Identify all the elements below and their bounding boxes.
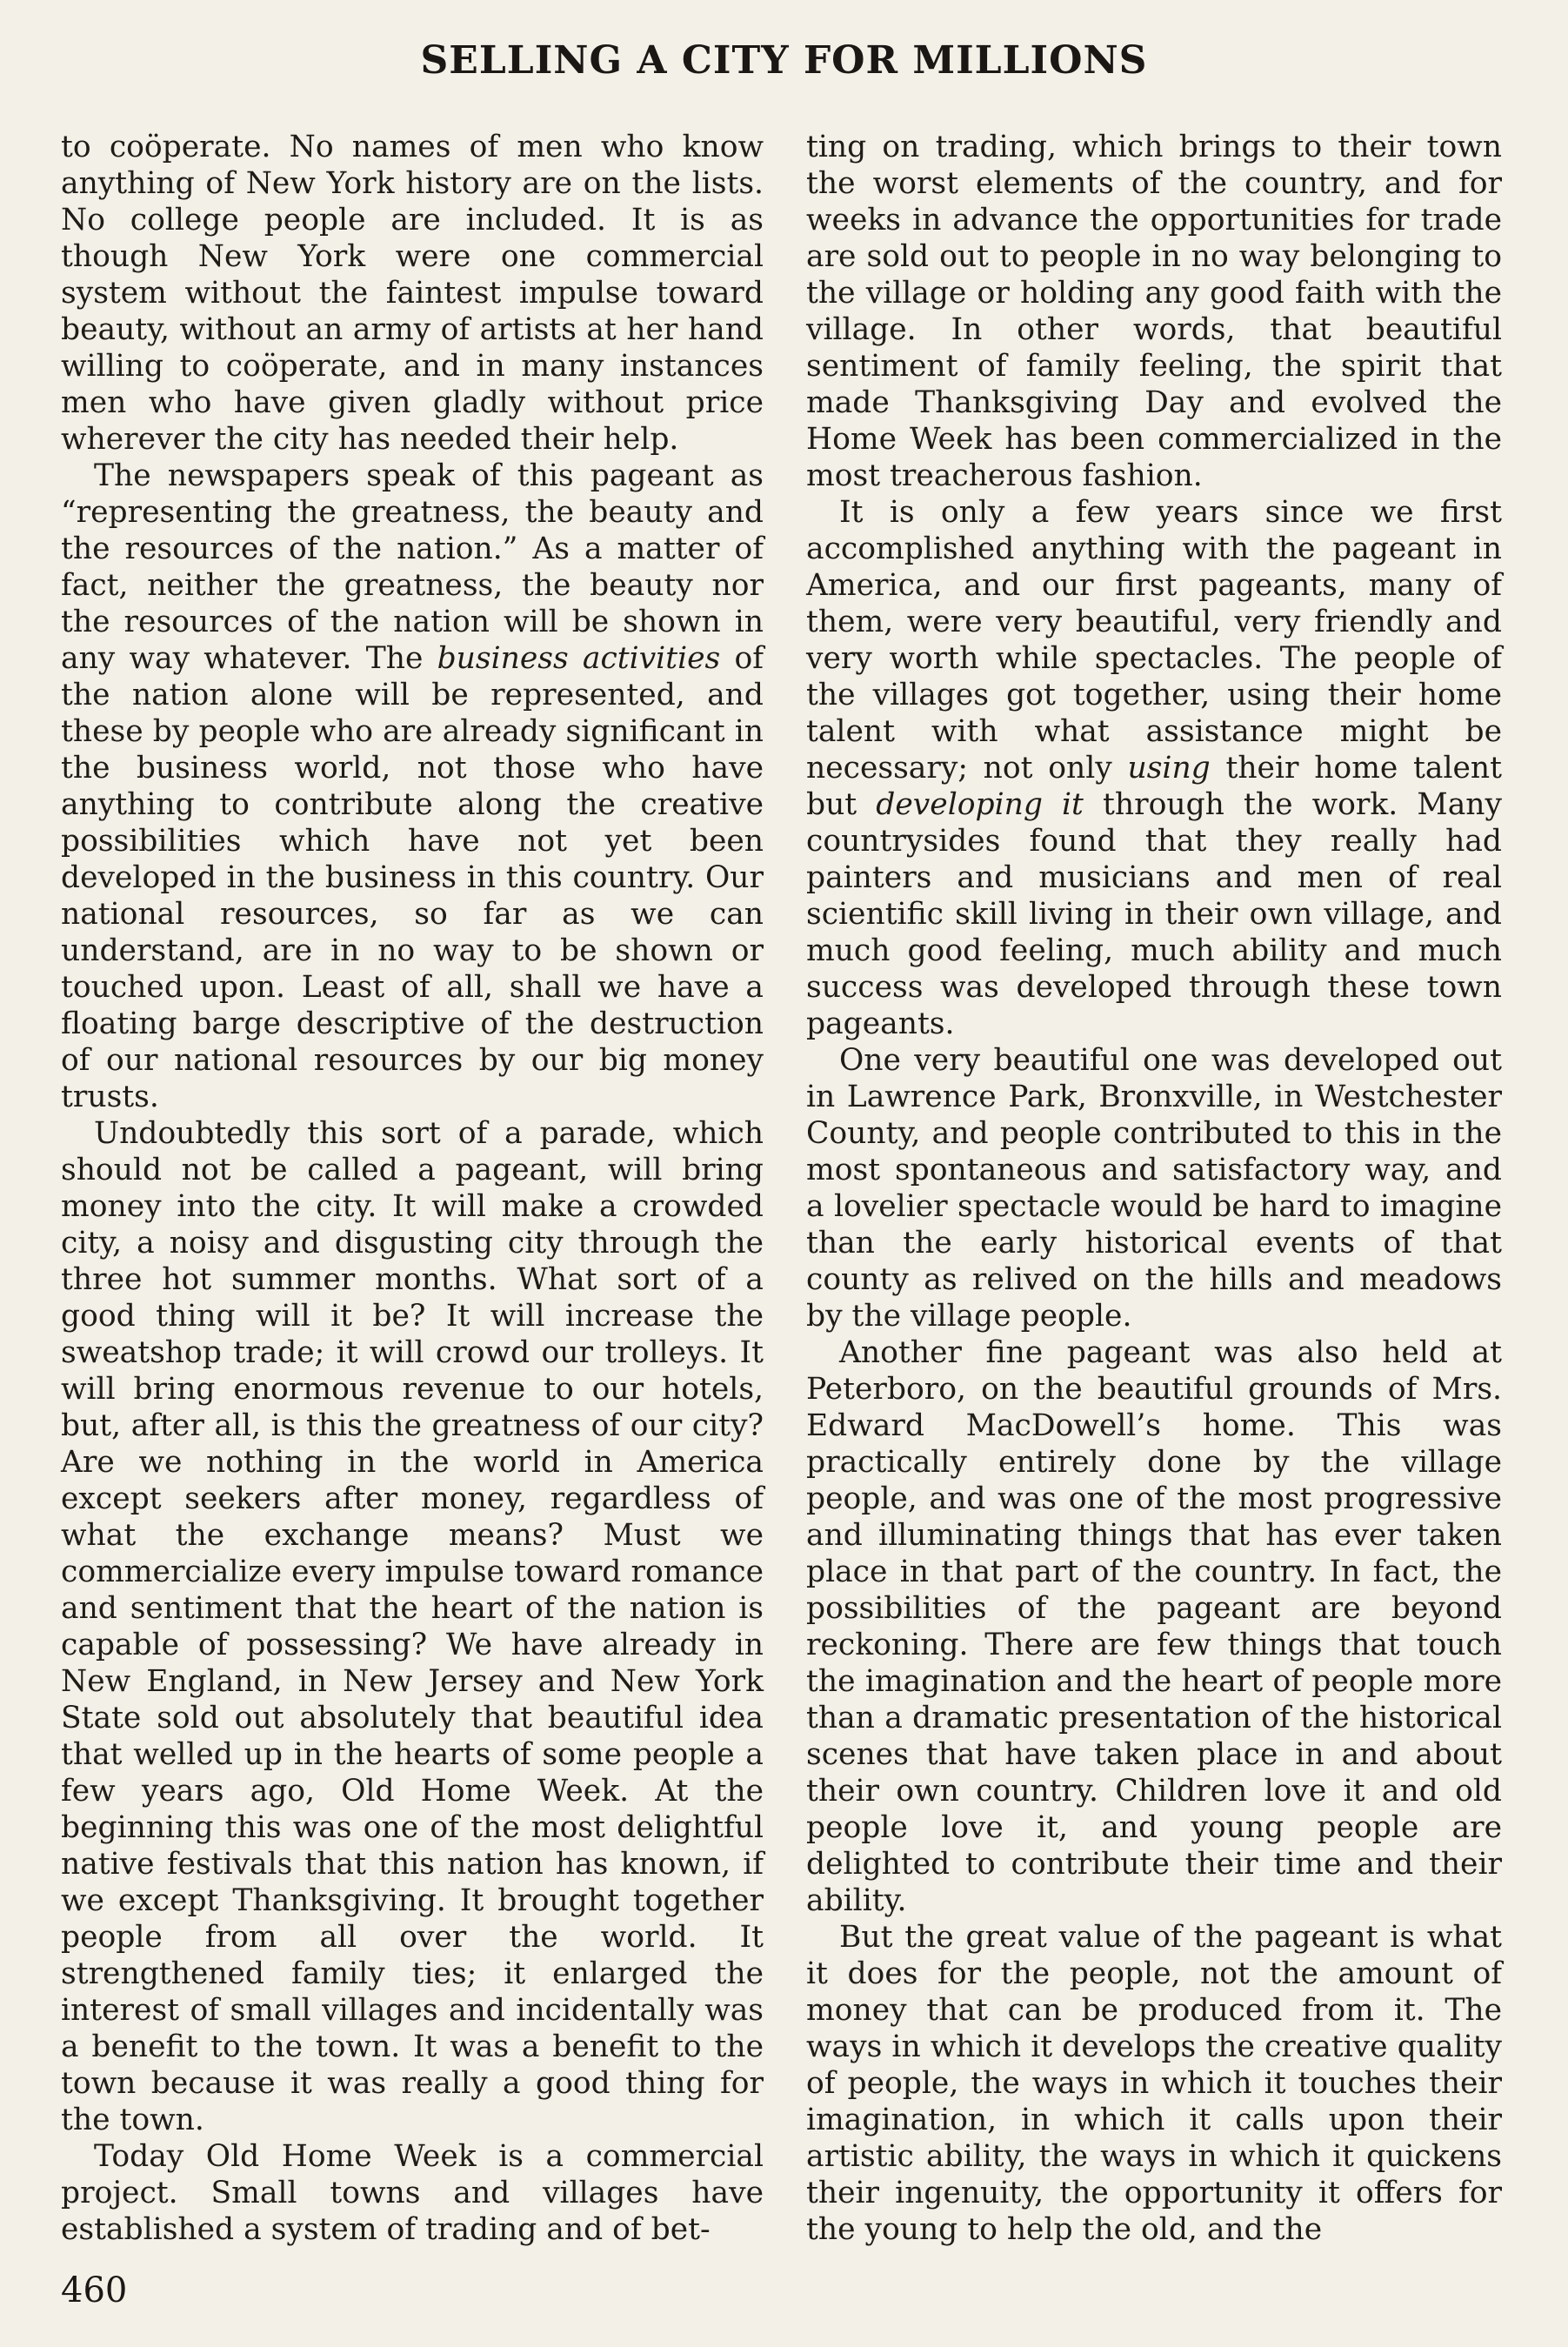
right-paragraph-4: Another fine pageant was also held at Peterboro, on the beautiful grounds of Mrs. Edward MacDowell’s home. This was practically entirely done by the village people, and was one of the most progressive and illuminating things that has ever taken place in that part of the country. In fact, the possibilities of the pageant are beyond reckoning. There are few things that touch the imagination and the heart of people more than a dramatic presentation of the historical scenes that have taken place in and about their own country. Children love it and old people love it, and young people are delighted to contribute their time and their ability.: [806, 1335, 1502, 1918]
left-paragraph-1: to coöperate. No names of men who know anything of New York history are on the lists. No college people are included. It is as though New York were one commercial system without the faintest impulse toward beauty, without an army of artists at her hand willing to coöperate, and in many instances men who have given gladly without price wherever the city has needed their help.: [61, 130, 764, 457]
right-paragraph-2: [806, 494, 1502, 1042]
left-paragraph-2-text-b: of the nation alone will be represented, and these by people who are already significant in the business world, not those who have anything to contribute along the creative possibilities which have not yet been developed in the business in this country. Our national resources, so far as we can understand, are in no way to be shown or touched upon. Least of all, shall we have a floating barge descriptive of the destruction of our national resources by our big money trusts.: [61, 641, 764, 1114]
running-title: SELLING A CITY FOR MILLIONS: [420, 38, 1148, 83]
right-paragraph-2-emphasis-1: using: [1127, 751, 1211, 786]
right-paragraph-2-text-c: through the work. Many countrysides found that they really had painters and musicians and men of real scientific skill living in their own village, and much good feeling, much ability and much success was developed through these town pageants.: [806, 787, 1502, 1041]
right-paragraph-2-text-b: their home talent but: [806, 751, 1503, 822]
right-paragraph-3: One very beautiful one was developed out in Lawrence Park, Bronxville, in Westchester County, and people contributed to this in the most spontaneous and satisfactory way, and a lovelier spectacle would be hard to imagine than the early historical events of that county as relived on the hills and meadows by the village people.: [806, 1043, 1502, 1334]
left-column: [61, 129, 764, 2248]
page-number: 460: [61, 2270, 128, 2310]
right-paragraph-1: ting on trading, which brings to their town the worst elements of the country, and for weeks in advance the opportunities for trade are sold out to people in no way belonging to the village or holding any good faith with the village. In other words, that beautiful sentiment of family feeling, the spirit that made Thanksgiving Day and evolved the Home Week has been commercialized in the most treacherous fashion.: [806, 130, 1502, 493]
right-paragraph-2-text-a: It is only a few years since we first accomplished anything with the pageant in America, and our first pageants, many of them, were very beautiful, very friendly and very worth while spectacles. The people of the villages got together, using their home talent with what assistance might be necessary; not only: [806, 495, 1502, 786]
right-paragraph-2-emphasis-2: developing it: [876, 787, 1084, 822]
left-paragraph-4: Today Old Home Week is a commercial project. Small towns and villages have established a system of trading and of bet-: [61, 2139, 764, 2247]
right-column: [806, 129, 1502, 2248]
left-paragraph-2-emphasis: business activities: [437, 641, 721, 676]
left-paragraph-2: [61, 458, 764, 1115]
left-paragraph-2-text-a: The newspapers speak of this pageant as “representing the greatness, the beauty and the resources of the nation.” As a matter of fact, neither the greatness, the beauty nor the resources of the nation will be shown in any way whatever. The: [61, 458, 764, 676]
right-paragraph-5: But the great value of the pageant is what it does for the people, not the amount of money that can be produced from it. The ways in which it develops the creative quality of people, the ways in which it touches their imagination, in which it calls upon their artistic ability, the ways in which it quickens their ingenuity, the opportunity it offers for the young to help the old, and the: [806, 1920, 1502, 2247]
left-paragraph-3: Undoubtedly this sort of a parade, which should not be called a pageant, will bring money into the city. It will make a crowded city, a noisy and disgusting city through the three hot summer months. What sort of a good thing will it be? It will increase the sweatshop trade; it will crowd our trolleys. It will bring enormous revenue to our hotels, but, after all, is this the greatness of our city? Are we nothing in the world in America except seekers after money, regardless of what the exchange means? Must we commercialize every impulse toward romance and sentiment that the heart of the nation is capable of possessing? We have already in New England, in New Jersey and New York State sold out absolutely that beautiful idea that welled up in the hearts of some people a few years ago, Old Home Week. At the beginning this was one of the most delightful native festivals that this nation has known, if we except Thanksgiving. It brought together people from all over the world. It strengthened family ties; it enlarged the interest of small villages and incidentally was a benefit to the town. It was a benefit to the town because it was really a good thing for the town.: [61, 1116, 764, 2137]
